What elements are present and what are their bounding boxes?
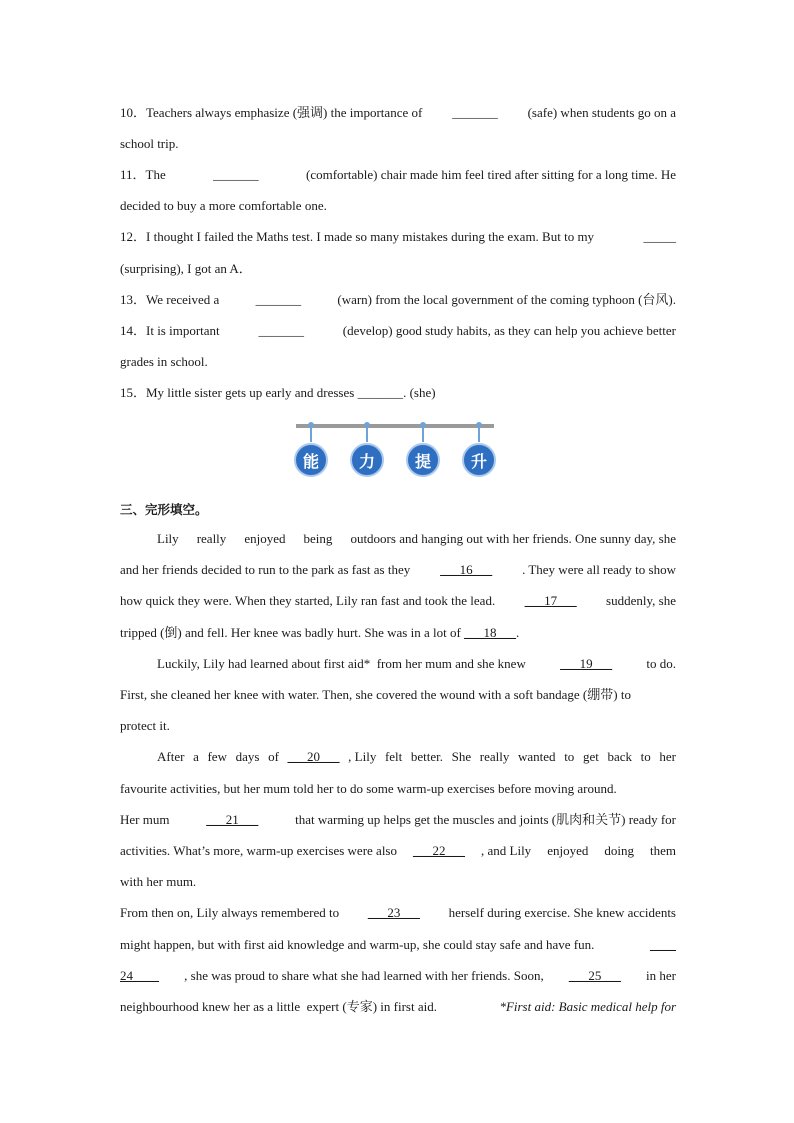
word: enjoyed [244, 531, 286, 546]
text: . [516, 625, 520, 640]
q15-text-b: . (she) [403, 385, 436, 400]
blank-24-start[interactable]: ____ [650, 937, 676, 952]
banner-char-1: 能 [294, 443, 328, 477]
banner-stem [366, 428, 368, 442]
cloze-p2-line-3: protect it. [120, 718, 170, 733]
word: enjoyed [547, 843, 589, 858]
cloze-p2-line-1 [157, 656, 676, 672]
word: to [564, 749, 575, 764]
text: From then on, Lily always remembered to [120, 905, 340, 920]
text: might happen, but with first aid knowledge and warm-up, she could stay safe and have fun. [120, 937, 595, 952]
word: After [157, 749, 185, 764]
ability-banner [290, 420, 500, 482]
q13-text-a: 13．We received a [120, 292, 220, 307]
text: favourite activities, but her mum told her to do some warm-up exercises before moving around. [120, 781, 617, 796]
blank-22[interactable]: ___22___ [413, 843, 465, 858]
word: felt [384, 749, 403, 764]
q11-line-1 [120, 167, 676, 183]
q12-blank[interactable]: _____ [643, 229, 676, 244]
banner-stem [310, 428, 312, 442]
text: neighbourhood knew her as a little expert (专家) in first aid. [120, 999, 437, 1014]
text: , and Lily [481, 843, 532, 858]
cloze-p1-line-4 [120, 625, 519, 641]
word: her [659, 749, 676, 764]
cloze-p4-line-4 [120, 999, 676, 1015]
text: how quick they were. When they started, Lily ran fast and took the lead. [120, 593, 496, 608]
q13-blank[interactable]: _______ [255, 292, 302, 307]
cloze-p2-line-2 [120, 687, 676, 703]
cloze-p4-line-3 [120, 968, 676, 984]
cloze-p1-line-1 [157, 531, 676, 547]
q12-text-a: 12．I thought I failed the Maths test. I made so many mistakes during the exam. But to my [120, 229, 595, 244]
blank-20[interactable]: ___20___ [287, 749, 340, 764]
text: tripped (倒) and fell. Her knee was badly hurt. She was in a lot of [120, 625, 461, 640]
word: , Lily [348, 749, 377, 764]
banner-stem [422, 428, 424, 442]
word: days [235, 749, 260, 764]
banner-char-3: 提 [406, 443, 440, 477]
text: . They were all ready to show [522, 562, 676, 577]
word: outdoors and hanging out with her friends. One sunny day, she [350, 531, 676, 546]
q14-line-1 [120, 323, 676, 339]
text: that warming up helps get the muscles and joints (肌肉和关节) ready for [295, 812, 676, 827]
text: activities. What’s more, warm-up exercises were also [120, 843, 397, 858]
q10-blank[interactable]: _______ [452, 105, 498, 120]
q11-blank[interactable]: _______ [213, 167, 259, 182]
word: really [479, 749, 510, 764]
text: to do. [646, 656, 676, 671]
q12-line-1 [120, 229, 676, 245]
blank-25[interactable]: ___25___ [568, 968, 621, 983]
q10-text-b: (safe) when students go on a [527, 105, 676, 120]
q10-text-a: 10．Teachers always emphasize (强调) the importance of [120, 105, 423, 120]
word: She [451, 749, 472, 764]
word: doing [604, 843, 634, 858]
q14-text-a: 14．It is important [120, 323, 220, 338]
banner-stem [478, 428, 480, 442]
section-title: 三、完形填空。 [120, 502, 208, 517]
text: and her friends decided to run to the park as fast as they [120, 562, 411, 577]
text: Luckily, Lily had learned about first aid* from her mum and she knew [157, 656, 526, 671]
q14-line-2: grades in school. [120, 354, 208, 369]
word: being [303, 531, 333, 546]
text: herself during exercise. She knew accidents [448, 905, 676, 920]
word: back [607, 749, 632, 764]
footnote-text: *First aid: Basic medical help for [499, 999, 676, 1014]
text: suddenly, she [606, 593, 676, 608]
q10-line-2: school trip. [120, 136, 179, 151]
q15-text-a: 15．My little sister gets up early and dresses [120, 385, 355, 400]
cloze-p3-line-1 [157, 749, 676, 765]
text: First, she cleaned her knee with water. Then, she covered the wound with a soft bandage (绷带) to [120, 687, 631, 702]
q11-text-b: (comfortable) chair made him feel tired after sitting for a long time. He [305, 167, 676, 182]
q15-line-1 [120, 385, 436, 401]
blank-18[interactable]: ___18___ [464, 625, 517, 640]
q11-line-2: decided to buy a more comfortable one. [120, 198, 327, 213]
word: them [649, 843, 676, 858]
blank-16[interactable]: ___16___ [440, 562, 493, 577]
q13-line-1 [120, 292, 676, 308]
word: get [582, 749, 599, 764]
q13-text-b: (warn) from the local government of the coming typhoon (台风). [337, 292, 676, 307]
blank-23[interactable]: ___23___ [367, 905, 420, 920]
word: to [640, 749, 651, 764]
blank-21[interactable]: ___21___ [206, 812, 259, 827]
banner-char-4: 升 [462, 443, 496, 477]
text: , she was proud to share what she had learned with her friends. Soon, [184, 968, 544, 983]
q15-blank[interactable]: _______ [357, 385, 404, 400]
blank-24-end[interactable]: 24____ [120, 968, 159, 983]
q14-text-b: (develop) good study habits, as they can help you achieve better [342, 323, 676, 338]
cloze-p1-line-3 [120, 593, 676, 609]
cloze-p3-line-4 [120, 843, 676, 859]
word: really [196, 531, 227, 546]
word: Lily [157, 531, 179, 546]
blank-19[interactable]: ___19___ [560, 656, 613, 671]
q14-blank[interactable]: _______ [258, 323, 304, 338]
blank-17[interactable]: ___17___ [524, 593, 577, 608]
text: Her mum [120, 812, 170, 827]
text: in her [646, 968, 676, 983]
q11-text-a: 11．The [120, 167, 166, 182]
cloze-p4-line-2 [120, 937, 676, 953]
word: few [207, 749, 227, 764]
cloze-p3-line-5: with her mum. [120, 874, 197, 889]
word: a [193, 749, 199, 764]
banner-char-2: 力 [350, 443, 384, 477]
word: better. [410, 749, 444, 764]
cloze-p3-line-2 [120, 781, 676, 797]
word: of [268, 749, 279, 764]
q10-line-1 [120, 105, 676, 121]
q12-line-2: (surprising), I got an A． [120, 261, 252, 276]
cloze-p1-line-2 [120, 562, 676, 578]
banner-bar [296, 424, 494, 428]
cloze-p4-line-1 [120, 905, 676, 921]
cloze-p3-line-3 [120, 812, 676, 828]
word: wanted [518, 749, 556, 764]
